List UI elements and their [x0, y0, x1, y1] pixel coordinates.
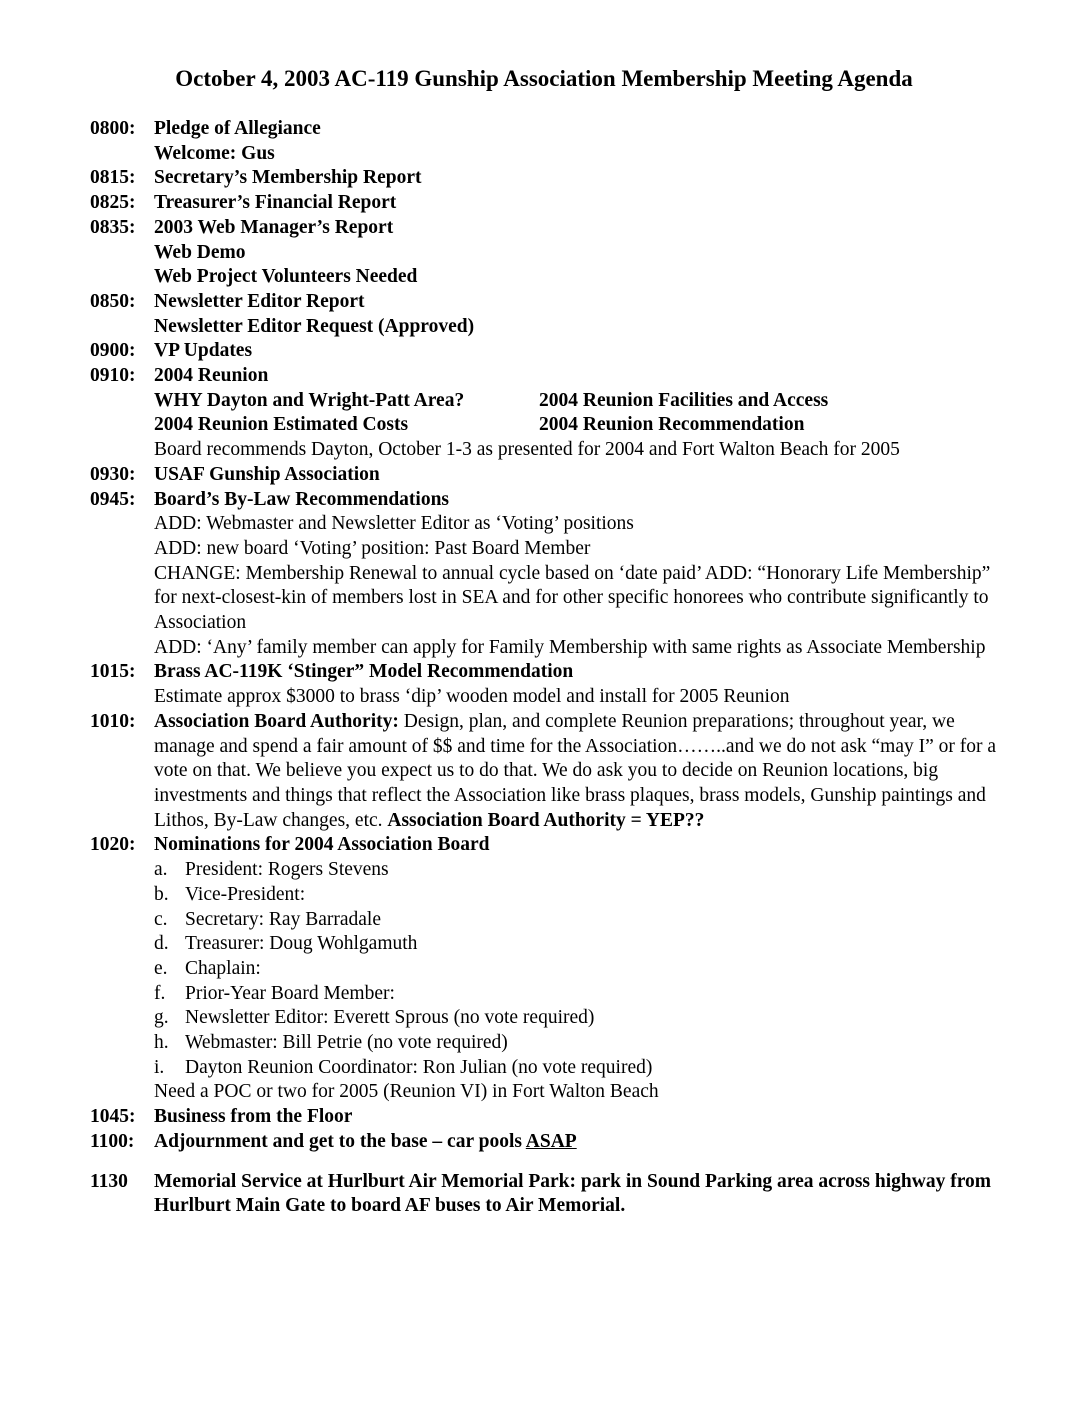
page-title: October 4, 2003 AC-119 Gunship Association Membership Meeting Agenda [175, 66, 913, 91]
reunion-topics-row [154, 389, 1010, 414]
nomination-text: Dayton Reunion Coordinator: Ron Julian (no vote required) [185, 1056, 653, 1078]
agenda-time: 0815: [90, 167, 136, 189]
reunion-topics-row [154, 413, 1010, 438]
nomination-item [154, 1031, 1010, 1056]
nomination-text: Webmaster: Bill Petrie (no vote required) [185, 1032, 508, 1054]
agenda-item-0850 [90, 290, 1010, 339]
nomination-item [154, 858, 1010, 883]
agenda-time: 0850: [90, 290, 136, 312]
nomination-item [154, 932, 1010, 957]
reunion-topic: 2004 Reunion Recommendation [539, 414, 805, 436]
reunion-topic: 2004 Reunion Estimated Costs [154, 414, 409, 436]
nomination-item [154, 1056, 1010, 1081]
bylaw-recommendation: ADD: ‘Any’ family member can apply for Family Membership with same rights as Associate Membership [154, 636, 986, 658]
nomination-item [154, 957, 1010, 982]
nomination-item [154, 1006, 1010, 1031]
board-authority-heading: Association Board Authority: [154, 710, 399, 732]
agenda-item-1015 [90, 660, 1010, 709]
agenda-item-1010 [90, 710, 1010, 834]
agenda-time: 1010: [90, 710, 136, 732]
agenda-time: 0910: [90, 365, 136, 387]
agenda-time: 0900: [90, 340, 136, 362]
agenda-note: Board recommends Dayton, October 1-3 as presented for 2004 and Fort Walton Beach for 2005 [154, 439, 900, 461]
bylaw-recommendation: ADD: new board ‘Voting’ position: Past Board Member [154, 537, 591, 559]
agenda-item-0835 [90, 216, 1010, 290]
agenda-topic: Newsletter Editor Request (Approved) [154, 315, 475, 337]
board-authority-paragraph [154, 710, 1010, 834]
nomination-letter: a. [154, 859, 168, 881]
bylaw-recommendation: ADD: Webmaster and Newsletter Editor as ‘Voting’ positions [154, 513, 634, 535]
agenda-time: 0835: [90, 216, 136, 238]
agenda-topic: Nominations for 2004 Association Board [154, 834, 490, 856]
agenda-topic: Pledge of Allegiance [154, 118, 321, 139]
agenda-item-1130 [90, 1170, 1010, 1219]
agenda-topic: Board’s By-Law Recommendations [154, 488, 450, 510]
nomination-text: President: Rogers Stevens [185, 859, 389, 881]
nomination-letter: h. [154, 1032, 169, 1054]
agenda-topic: Brass AC-119K ‘Stinger” Model Recommendation [154, 661, 574, 683]
agenda-item-0910 [90, 364, 1010, 463]
agenda-time: 0945: [90, 488, 136, 510]
nomination-text: Treasurer: Doug Wohlgamuth [185, 933, 418, 955]
agenda-time: 1130 [90, 1170, 128, 1192]
nomination-text: Secretary: Ray Barradale [185, 908, 381, 930]
adjournment-text: Adjournment and get to the base – car pools [154, 1130, 526, 1152]
nomination-text: Chaplain: [185, 957, 261, 979]
agenda-time: 0800: [90, 118, 136, 139]
agenda-time: 0825: [90, 192, 136, 214]
agenda-time: 1020: [90, 834, 136, 856]
nomination-text: Prior-Year Board Member: [185, 982, 395, 1004]
agenda-topic: USAF Gunship Association [154, 463, 380, 485]
board-authority-text: Design, plan, and complete Reunion preparations; throughout year, we manage and spend a fair amount of $$ and time for the Association……..and we do not ask “may I” or for a vote on that. We believe you expect us to do that. We do ask you to decide on Reunion locations, big investments and things that reflect the Association like brass plaques, brass models, Gunship paintings and Lithos, By-Law changes, etc. [154, 710, 997, 831]
agenda-topic: Secretary’s Membership Report [154, 167, 422, 189]
nomination-letter: d. [154, 933, 169, 955]
agenda-topic: Welcome: Gus [154, 142, 275, 164]
bylaw-recommendation: CHANGE: Membership Renewal to annual cycle based on ‘date paid’ ADD: “Honorary Life Membership” for next-closest-kin of members lost in SEA and for other specific honorees who contribute significantly to Association [154, 562, 991, 634]
memorial-service-text: Memorial Service at Hurlburt Air Memorial Park: park in Sound Parking area across highway from Hurlburt Main Gate to board AF buses to Air Memorial. [154, 1170, 992, 1217]
agenda-topic: 2003 Web Manager’s Report [154, 216, 394, 238]
nomination-letter: f. [154, 982, 166, 1004]
agenda-item-1045 [90, 1105, 1010, 1130]
nomination-letter: c. [154, 908, 168, 930]
nomination-letter: g. [154, 1007, 169, 1029]
agenda-topic: 2004 Reunion [154, 365, 269, 387]
nomination-item [154, 908, 1010, 933]
nomination-text: Newsletter Editor: Everett Sprous (no vote required) [185, 1007, 595, 1029]
agenda-item-0815 [90, 166, 1010, 191]
agenda-topic: VP Updates [154, 340, 253, 362]
nomination-item [154, 982, 1010, 1007]
agenda-topic: Web Project Volunteers Needed [154, 266, 418, 288]
agenda-topic: Web Demo [154, 241, 246, 263]
board-authority-tail: Association Board Authority = YEP?? [387, 809, 705, 831]
agenda-topic: Treasurer’s Financial Report [154, 192, 397, 214]
nomination-text: Vice-President: [185, 883, 306, 905]
agenda-time: 1015: [90, 661, 136, 683]
agenda-time: 0930: [90, 463, 136, 485]
agenda-item-0900 [90, 339, 1010, 364]
agenda-item-0825 [90, 191, 1010, 216]
nomination-letter: b. [154, 883, 169, 905]
agenda-item-0930 [90, 463, 1010, 488]
nomination-letter: i. [154, 1056, 165, 1078]
agenda-topic: Newsletter Editor Report [154, 290, 365, 312]
agenda-item-0800 [90, 117, 1010, 166]
agenda-topic [154, 1130, 1010, 1155]
agenda-note: Need a POC or two for 2005 (Reunion VI) in Fort Walton Beach [154, 1081, 659, 1103]
nomination-item [154, 883, 1010, 908]
reunion-topic: WHY Dayton and Wright-Patt Area? [154, 389, 465, 411]
agenda-item-0945 [90, 488, 1010, 661]
agenda-time: 1045: [90, 1106, 136, 1128]
agenda-time: 1100: [90, 1130, 135, 1152]
reunion-topic: 2004 Reunion Facilities and Access [539, 389, 829, 411]
agenda-topic: Business from the Floor [154, 1106, 353, 1128]
asap-text: ASAP [525, 1130, 577, 1152]
agenda-item-1100 [90, 1130, 1010, 1155]
nomination-letter: e. [154, 957, 168, 979]
agenda [90, 117, 1010, 1219]
agenda-item-1020 [90, 833, 1010, 1105]
agenda-note: Estimate approx $3000 to brass ‘dip’ wooden model and install for 2005 Reunion [154, 686, 790, 708]
